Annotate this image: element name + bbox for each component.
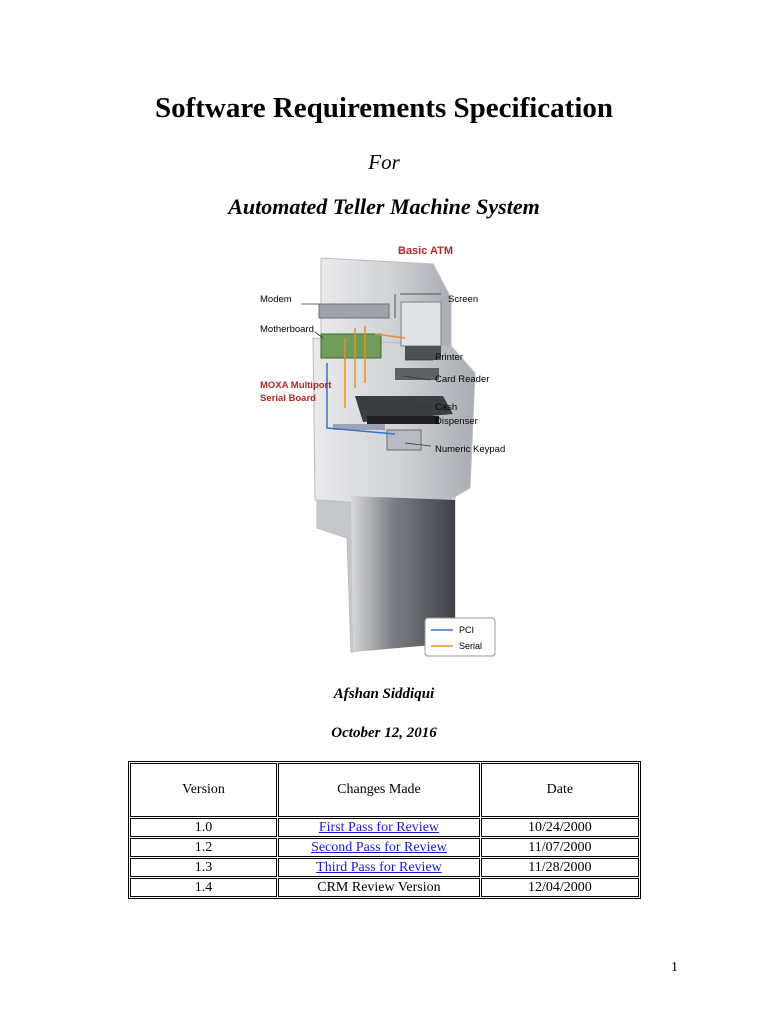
atm-diagram [255, 238, 510, 668]
document-subtitle: Automated Teller Machine System [228, 194, 540, 219]
header-date: Date [481, 763, 639, 817]
cell-date: 12/04/2000 [481, 878, 639, 897]
atm-illustration [255, 238, 510, 668]
document-title: Software Requirements Specification [154, 92, 614, 124]
table-row [130, 858, 639, 877]
table-row [130, 818, 639, 837]
page-number: 1 [671, 960, 678, 975]
table-row [130, 878, 639, 897]
label-modem: Modem [260, 294, 292, 305]
cell-version: 1.4 [130, 878, 277, 897]
cell-changes [278, 858, 480, 877]
figure-heading: Basic ATM [398, 245, 454, 257]
label-printer: Printer [435, 352, 463, 363]
label-cash-2: Dispenser [435, 416, 478, 427]
label-screen: Screen [448, 294, 479, 305]
cell-version: 1.2 [130, 838, 277, 857]
cell-date: 10/24/2000 [481, 818, 639, 837]
revision-table [128, 761, 641, 899]
screen-box [401, 302, 441, 346]
table-header-row [130, 763, 639, 817]
label-cash-1: Cash [435, 402, 458, 413]
legend-pci-label: PCI [459, 625, 475, 635]
cell-version: 1.3 [130, 858, 277, 877]
label-moxa-2: Serial Board [260, 393, 316, 404]
table-row [130, 838, 639, 857]
document-date: October 12, 2016 [331, 725, 437, 741]
cell-date: 11/07/2000 [481, 838, 639, 857]
changes-link[interactable]: Second Pass for Review [311, 840, 447, 855]
modem-box [319, 304, 389, 318]
changes-link[interactable]: First Pass for Review [318, 820, 440, 835]
cell-date: 11/28/2000 [481, 858, 639, 877]
cash-slot [367, 416, 439, 424]
header-version: Version [130, 763, 277, 817]
cell-changes [278, 818, 480, 837]
for-label: For [368, 150, 400, 174]
label-keypad: Numeric Keypad [435, 444, 506, 455]
legend-serial-label: Serial [459, 641, 483, 651]
cell-changes: CRM Review Version [278, 878, 480, 897]
label-motherboard: Motherboard [260, 324, 314, 335]
author-name: Afshan Siddiqui [333, 686, 435, 702]
label-card-reader: Card Reader [435, 374, 490, 385]
motherboard-box [321, 334, 381, 358]
header-changes: Changes Made [278, 763, 480, 817]
changes-link[interactable]: Third Pass for Review [316, 860, 442, 875]
cell-version: 1.0 [130, 818, 277, 837]
cell-changes [278, 838, 480, 857]
label-moxa-1: MOXA Multiport [260, 380, 332, 391]
